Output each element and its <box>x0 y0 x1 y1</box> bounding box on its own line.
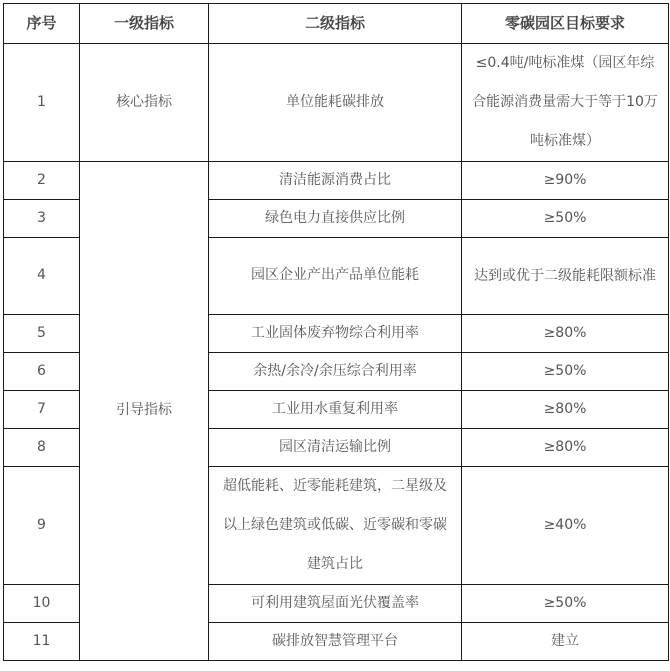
row-number: 7 <box>4 391 80 429</box>
target-requirement: 建立 <box>462 623 669 661</box>
table-row <box>4 162 669 200</box>
secondary-indicator: 工业固体废弃物综合利用率 <box>209 315 462 353</box>
zero-carbon-park-indicator-table <box>3 3 669 661</box>
secondary-indicator: 园区企业产出产品单位能耗 <box>209 238 462 315</box>
header-primary-indicator: 一级指标 <box>80 4 209 44</box>
row-number: 8 <box>4 429 80 467</box>
header-secondary-indicator: 二级指标 <box>209 4 462 44</box>
secondary-indicator: 碳排放智慧管理平台 <box>209 623 462 661</box>
header-target-requirement: 零碳园区目标要求 <box>462 4 669 44</box>
header-serial-number: 序号 <box>4 4 80 44</box>
target-requirement: ≥40% <box>462 467 669 585</box>
row-number: 1 <box>4 44 80 162</box>
header-row <box>4 4 669 44</box>
target-requirement: 达到或优于二级能耗限额标准 <box>462 238 669 315</box>
target-requirement: ≤0.4吨/吨标准煤（园区年综合能源消费量需大于等于10万吨标准煤） <box>462 44 669 162</box>
row-number: 3 <box>4 200 80 238</box>
primary-indicator-guide: 引导指标 <box>80 162 209 661</box>
secondary-indicator: 清洁能源消费占比 <box>209 162 462 200</box>
target-requirement: ≥50% <box>462 353 669 391</box>
target-requirement: ≥80% <box>462 315 669 353</box>
target-requirement: ≥80% <box>462 429 669 467</box>
secondary-indicator: 园区清洁运输比例 <box>209 429 462 467</box>
target-requirement: ≥80% <box>462 391 669 429</box>
secondary-indicator: 可利用建筑屋面光伏覆盖率 <box>209 585 462 623</box>
target-requirement: ≥50% <box>462 200 669 238</box>
row-number: 10 <box>4 585 80 623</box>
primary-indicator-core: 核心指标 <box>80 44 209 162</box>
row-number: 9 <box>4 467 80 585</box>
target-requirement: ≥50% <box>462 585 669 623</box>
row-number: 11 <box>4 623 80 661</box>
row-number: 6 <box>4 353 80 391</box>
secondary-indicator: 单位能耗碳排放 <box>209 44 462 162</box>
secondary-indicator: 绿色电力直接供应比例 <box>209 200 462 238</box>
row-number: 5 <box>4 315 80 353</box>
row-number: 2 <box>4 162 80 200</box>
row-number: 4 <box>4 238 80 315</box>
target-requirement: ≥90% <box>462 162 669 200</box>
secondary-indicator: 余热/余冷/余压综合利用率 <box>209 353 462 391</box>
secondary-indicator: 超低能耗、近零能耗建筑，二星级及以上绿色建筑或低碳、近零碳和零碳建筑占比 <box>209 467 462 585</box>
table-row <box>4 44 669 162</box>
secondary-indicator: 工业用水重复利用率 <box>209 391 462 429</box>
